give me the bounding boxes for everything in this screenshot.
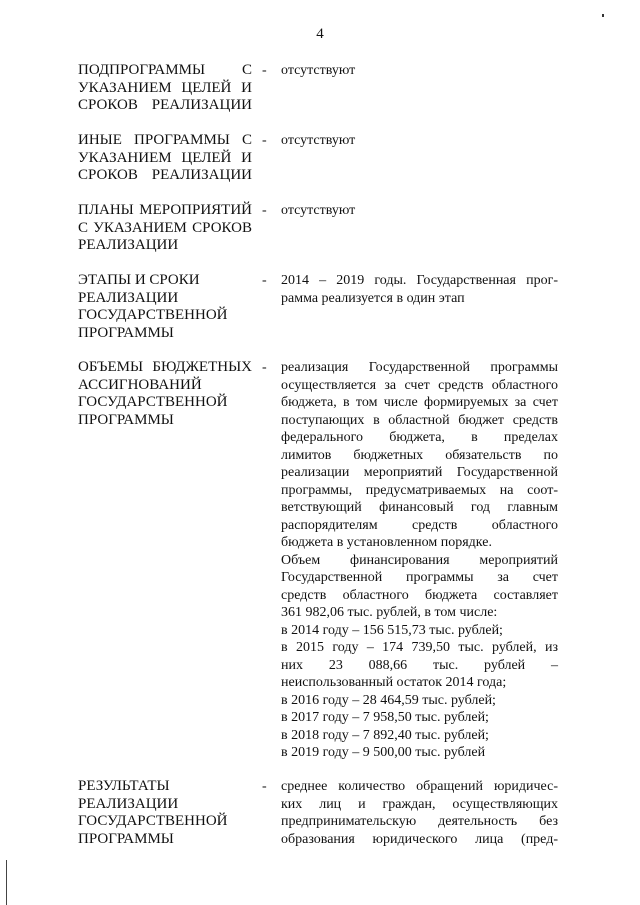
value-line: рамма реализуется в один этап	[281, 290, 465, 306]
scan-margin-line	[6, 860, 7, 905]
row-value	[281, 778, 558, 848]
value-line: ких лиц и граждан, осуществляющих	[281, 796, 558, 812]
value-line: отсутствуют	[281, 133, 356, 148]
row-label	[78, 132, 252, 185]
row-value	[281, 132, 558, 150]
value-line: 361 982,06 тыс. рублей, в том числе:	[281, 605, 498, 620]
value-line: в 2015 году – 174 739,50 тыс. рублей, из	[281, 640, 558, 655]
value-line: распорядителям средств областного	[281, 517, 558, 533]
label-line: РЕЗУЛЬТАТЫ	[78, 778, 170, 794]
row-dash: -	[262, 63, 267, 78]
row-label	[78, 272, 252, 342]
label-line: УКАЗАНИЕМ ЦЕЛЕЙ И	[78, 149, 252, 166]
value-line: в 2017 году – 7 958,50 тыс. рублей;	[281, 710, 489, 725]
label-line: ПЛАНЫ МЕРОПРИЯТИЙ	[78, 202, 252, 218]
value-line: программы, предусматриваемых на соот-	[281, 482, 558, 498]
label-line: ИНЫЕ ПРОГРАММЫ С	[78, 132, 252, 148]
value-line: отсутствуют	[281, 63, 356, 78]
label-line: ПРОГРАММЫ	[78, 830, 174, 847]
label-line: ГОСУДАРСТВЕННОЙ	[78, 307, 228, 323]
row-label	[78, 202, 252, 255]
label-line: РЕАЛИЗАЦИИ	[78, 795, 179, 812]
label-line: ГОСУДАРСТВЕННОЙ	[78, 813, 228, 829]
value-line: предпринимательскую деятельность без	[281, 814, 558, 829]
label-line: ПОДПРОГРАММЫ С	[78, 62, 252, 78]
row-dash: -	[262, 203, 267, 218]
scan-speck	[602, 14, 604, 17]
label-line: РЕАЛИЗАЦИИ	[78, 289, 179, 306]
label-line: УКАЗАНИЕМ ЦЕЛЕЙ И	[78, 79, 252, 96]
value-line: Государственной программы за счет	[281, 570, 558, 585]
row-dash: -	[262, 360, 267, 375]
value-line: в 2018 году – 7 892,40 тыс. рублей;	[281, 727, 489, 743]
value-line: бюджета, в том числе формируемых за счет	[281, 395, 558, 410]
value-line: них 23 088,66 тыс. рублей –	[281, 657, 558, 673]
value-line: бюджета в установленном порядке.	[281, 535, 492, 550]
value-line: осуществляется за счет средств областного	[281, 377, 558, 393]
value-line: реализации мероприятий Государственной	[281, 465, 558, 480]
row-dash: -	[262, 273, 267, 288]
label-line: РЕАЛИЗАЦИИ	[78, 237, 179, 253]
label-line: АССИГНОВАНИЙ	[78, 376, 202, 393]
label-line: СРОКОВ РЕАЛИЗАЦИИ	[78, 97, 252, 113]
row-label	[78, 778, 252, 848]
label-line: ОБЪЕМЫ БЮДЖЕТНЫХ	[78, 359, 252, 375]
value-line: 2014 – 2019 годы. Государственная прог-	[281, 273, 558, 288]
row-value	[281, 202, 558, 220]
value-line: ветствующий финансовый год главным	[281, 500, 558, 515]
label-line: ПРОГРАММЫ	[78, 324, 174, 341]
value-line: реализация Государственной программы	[281, 360, 558, 375]
row-value	[281, 359, 558, 762]
value-line: федерального бюджета, в пределах	[281, 430, 558, 445]
page-number: 4	[316, 26, 324, 42]
value-line: среднее количество обращений юридичес-	[281, 779, 558, 794]
label-line: ЭТАПЫ И СРОКИ	[78, 272, 200, 288]
value-line: отсутствуют	[281, 203, 356, 218]
row-dash: -	[262, 133, 267, 148]
value-line: Объем финансирования мероприятий	[281, 552, 558, 568]
row-dash: -	[262, 779, 267, 794]
value-line: средств областного бюджета составляет	[281, 587, 558, 603]
label-line: ПРОГРАММЫ	[78, 411, 174, 428]
value-line: в 2019 году – 9 500,00 тыс. рублей	[281, 745, 486, 760]
label-line: СРОКОВ РЕАЛИЗАЦИИ	[78, 167, 252, 183]
row-label	[78, 62, 252, 115]
value-line: в 2014 году – 156 515,73 тыс. рублей;	[281, 622, 503, 638]
value-line: неиспользованный остаток 2014 года;	[281, 675, 507, 690]
row-value	[281, 272, 558, 307]
value-line: лимитов бюджетных обязательств по	[281, 447, 558, 463]
row-value	[281, 62, 558, 80]
value-line: в 2016 году – 28 464,59 тыс. рублей;	[281, 692, 496, 708]
label-line: С УКАЗАНИЕМ СРОКОВ	[78, 219, 252, 236]
row-label	[78, 359, 252, 429]
value-line: образования юридического лица (пред-	[281, 831, 558, 847]
value-line: поступающих в областной бюджет средств	[281, 412, 558, 428]
label-line: ГОСУДАРСТВЕННОЙ	[78, 394, 228, 410]
